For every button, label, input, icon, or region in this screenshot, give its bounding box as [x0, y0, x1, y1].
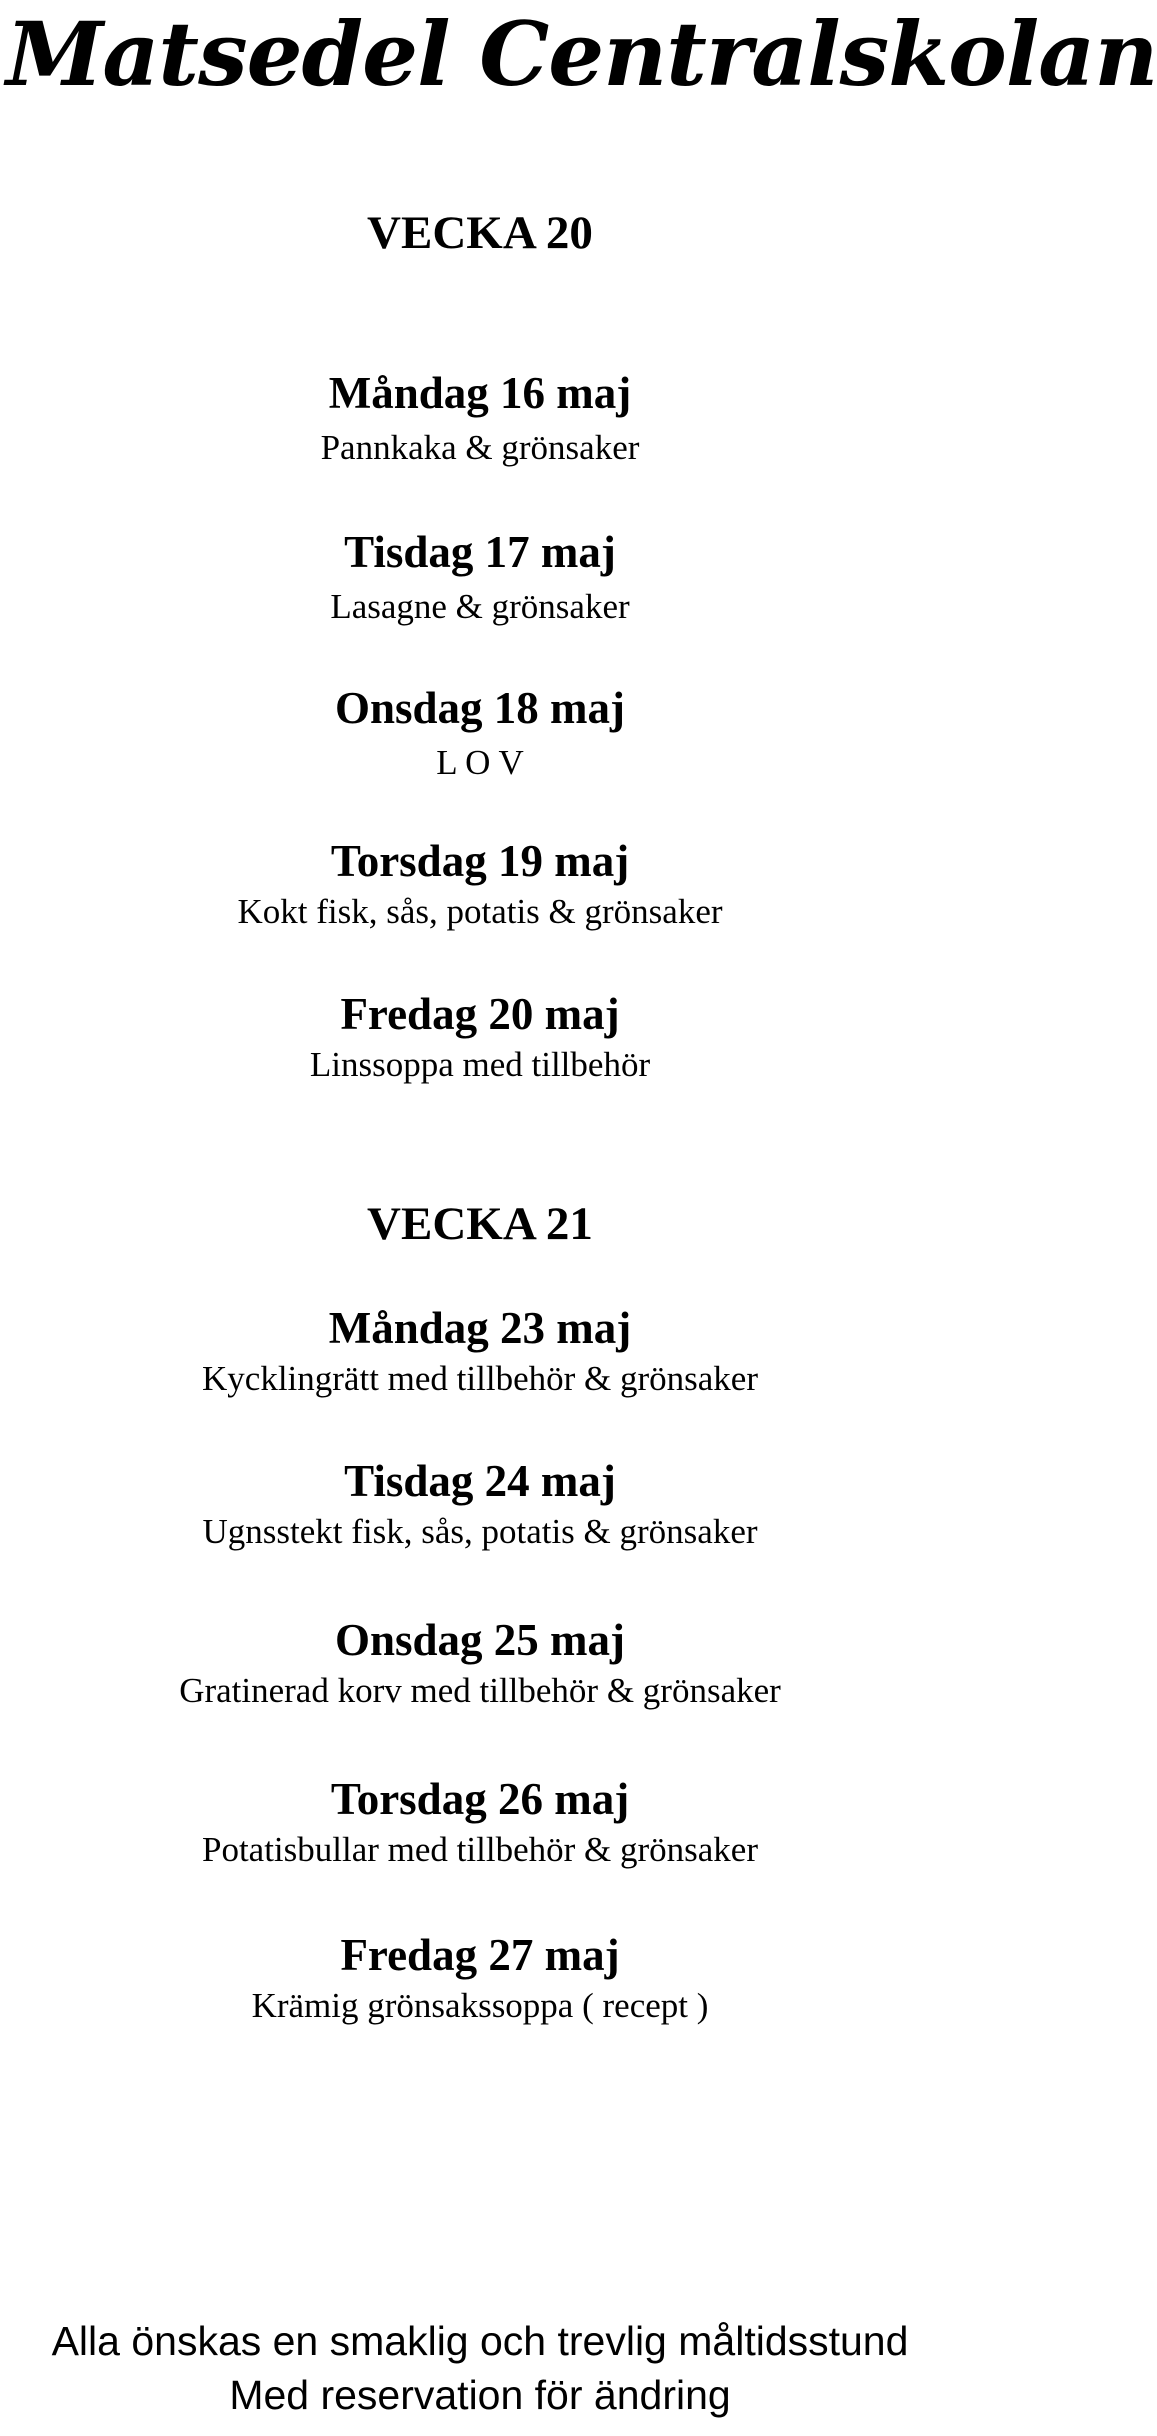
day-heading: Torsdag 19 maj: [330, 836, 630, 886]
day-heading: Tisdag 17 maj: [344, 527, 616, 577]
dish-text: Pannkaka & grönsaker: [320, 428, 640, 467]
week-heading: VECKA 21: [367, 1198, 593, 1250]
footer-disclaimer: Med reservation för ändring: [229, 2372, 731, 2418]
dish-text: Ugnsstekt fisk, sås, potatis & grönsaker: [202, 1512, 758, 1551]
day-heading: Tisdag 24 maj: [344, 1456, 616, 1506]
day-heading: Torsdag 26 maj: [330, 1774, 630, 1824]
day-heading: Måndag 23 maj: [328, 1303, 632, 1353]
dish-text: Kycklingrätt med tillbehör & grönsaker: [202, 1359, 758, 1398]
day-heading: Onsdag 18 maj: [334, 683, 626, 733]
day-heading: Måndag 16 maj: [328, 368, 632, 418]
dish-text: Potatisbullar med tillbehör & grönsaker: [201, 1830, 758, 1869]
day-heading: Fredag 20 maj: [340, 989, 620, 1039]
week-heading: VECKA 20: [367, 207, 593, 259]
dish-text: Kokt fisk, sås, potatis & grönsaker: [237, 892, 723, 931]
dish-text: L O V: [436, 743, 524, 782]
day-heading: Fredag 27 maj: [340, 1930, 620, 1980]
page-title: Matsedel Centralskolan: [6, 2, 1157, 106]
dish-text: Lasagne & grönsaker: [330, 587, 630, 626]
dish-text: Gratinerad korv med tillbehör & grönsaker: [179, 1671, 781, 1710]
footer-greeting: Alla önskas en smaklig och trevlig måltidsstund: [51, 2318, 909, 2364]
dish-text: Krämig grönsakssoppa ( recept ): [251, 1986, 709, 2025]
day-heading: Onsdag 25 maj: [334, 1615, 626, 1665]
dish-text: Linssoppa med tillbehör: [309, 1045, 651, 1084]
